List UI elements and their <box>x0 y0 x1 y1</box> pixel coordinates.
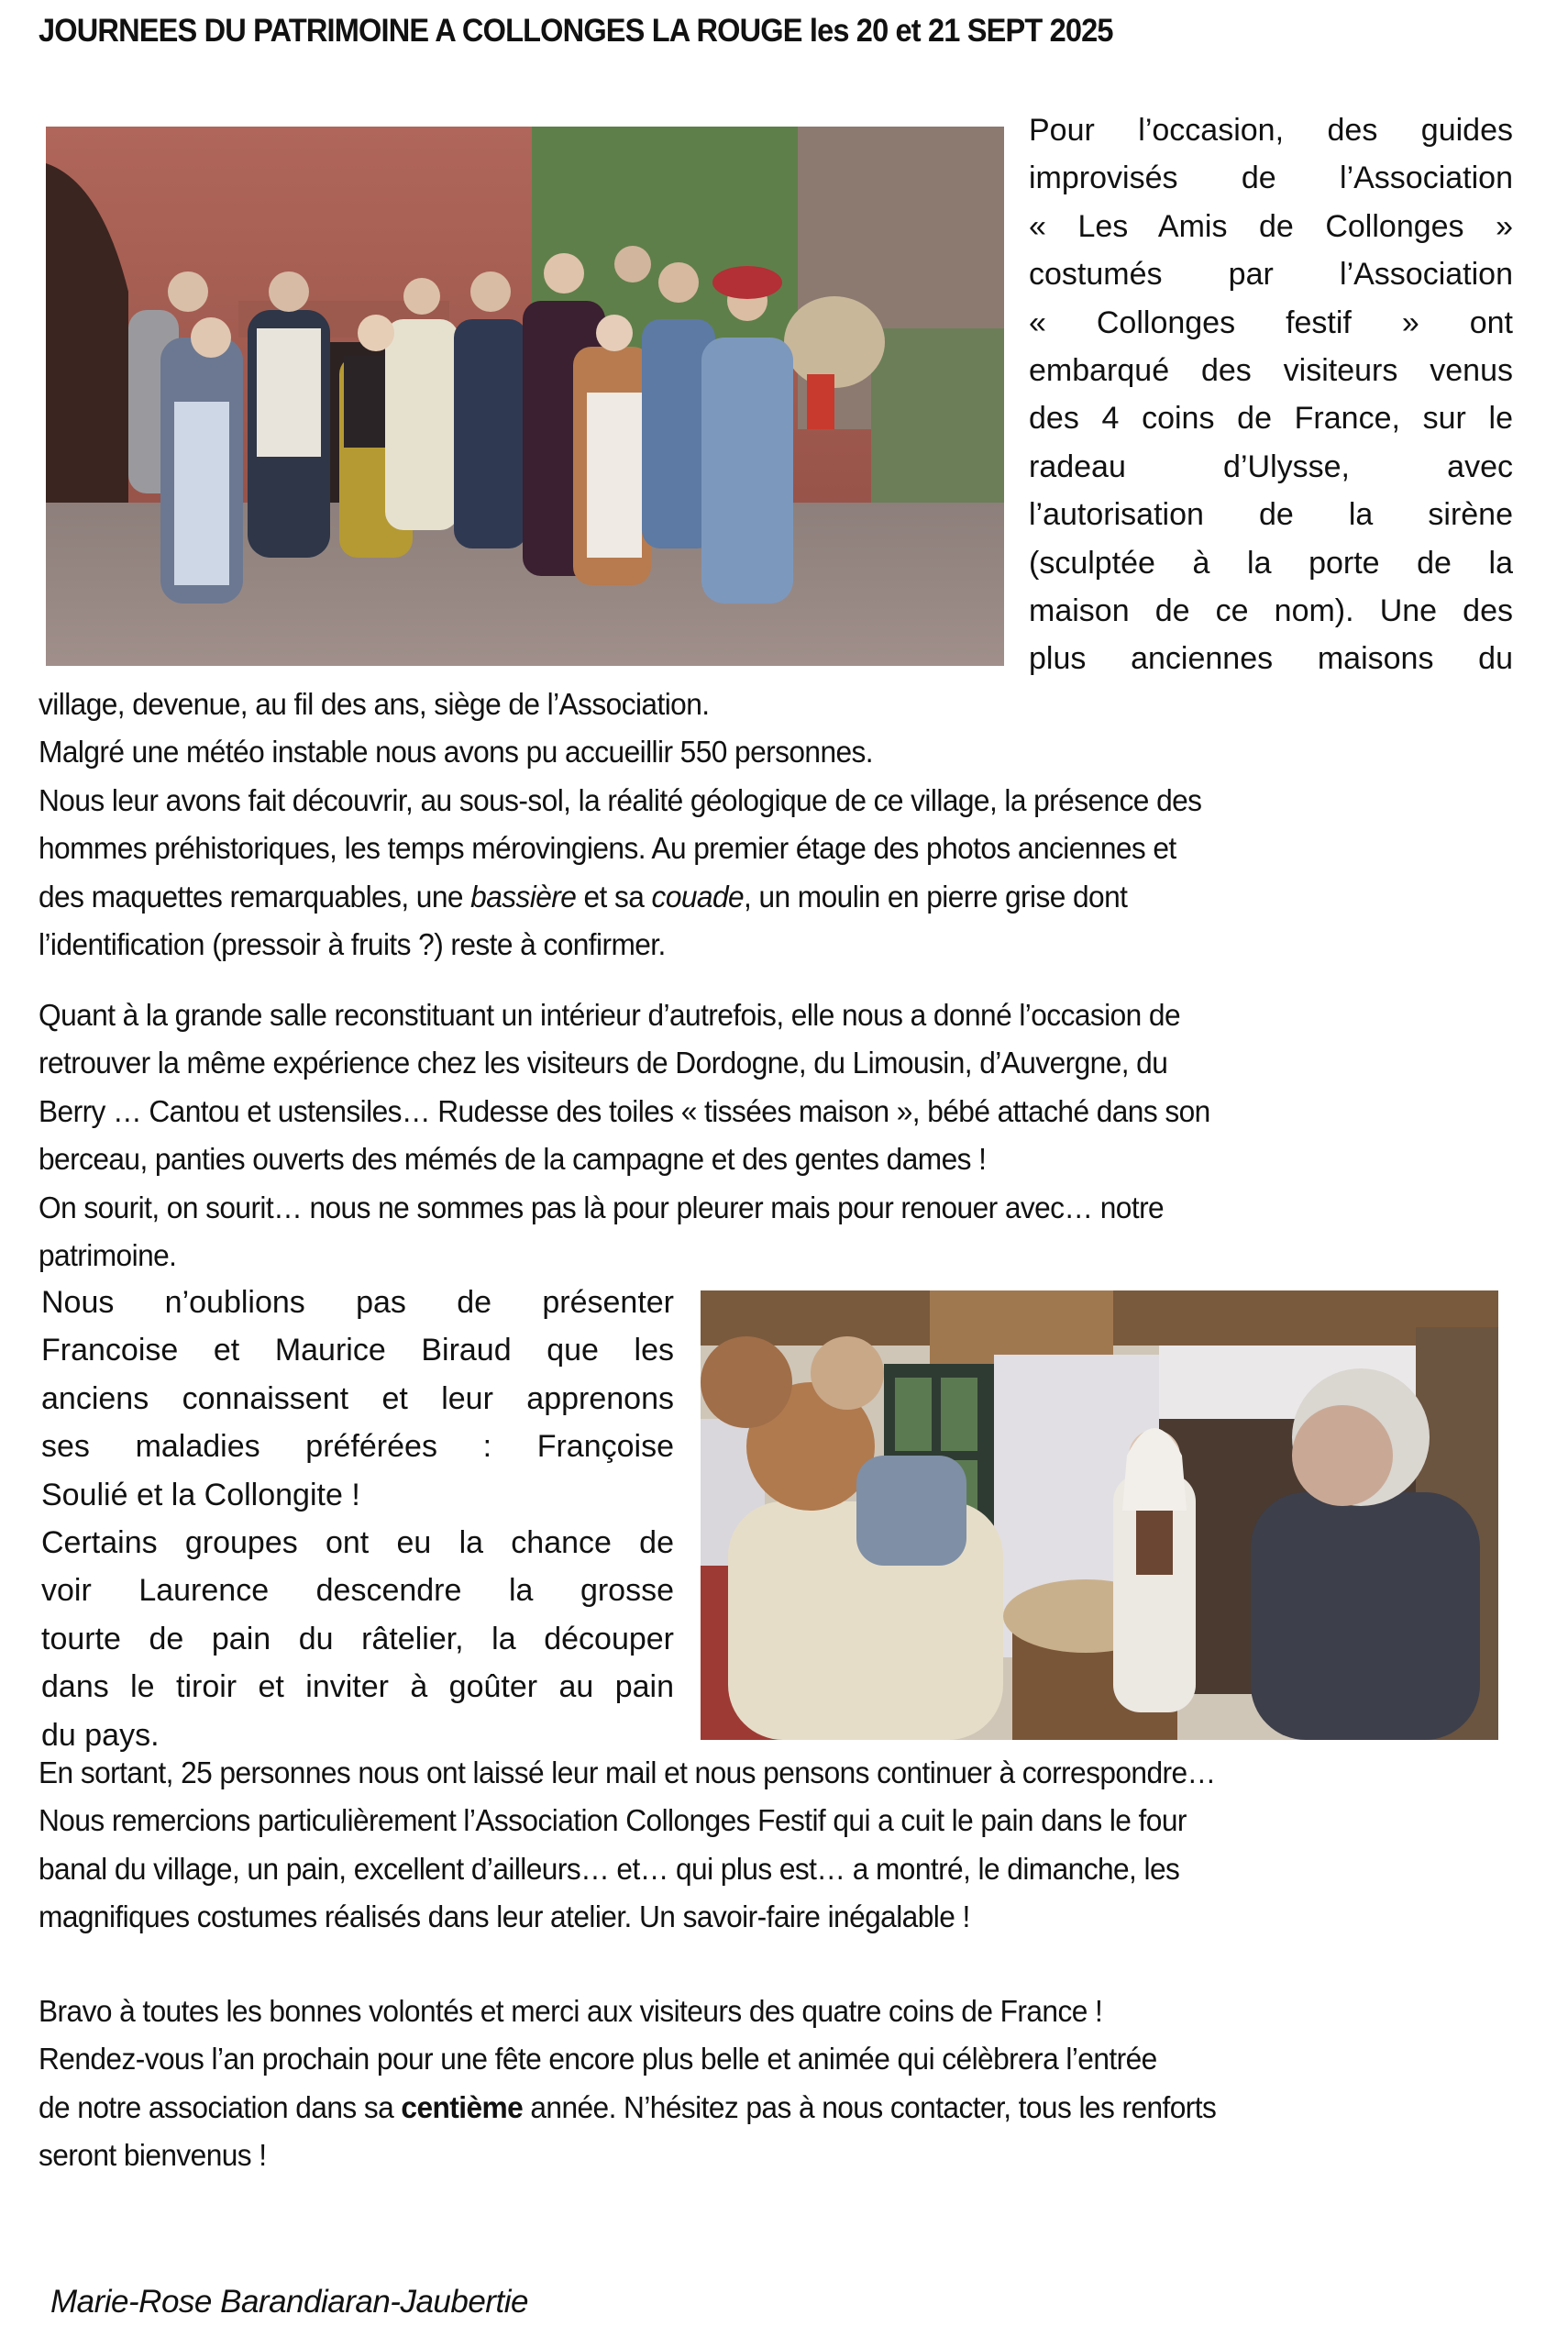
text-line: anciens connaissent et leur apprenons <box>41 1380 674 1416</box>
photo-interior-visitors <box>701 1290 1498 1740</box>
text-line: Rendez-vous l’an prochain pour une fête encore plus belle et animée qui célèbrera l’entrée <box>39 2042 1157 2077</box>
intro-column <box>1029 106 1513 683</box>
author-signature: Marie-Rose Barandiaran-Jaubertie <box>50 2284 528 2320</box>
term-couade: couade <box>651 879 745 914</box>
intro-line: des 4 coins de France, sur le <box>1029 401 1513 437</box>
text-line: seront bienvenus ! <box>39 2138 267 2173</box>
text-line: banal du village, un pain, excellent d’ailleurs… et… qui plus est… a montré, le dimanche, les <box>39 1851 1180 1886</box>
text-line: En sortant, 25 personnes nous ont laissé leur mail et nous pensons continuer à correspondre… <box>39 1755 1216 1789</box>
text-line: Certains groupes ont eu la chance de <box>41 1524 674 1560</box>
text-line: de notre association dans sa centième année. N’hésitez pas à nous contacter, tous les renforts <box>39 2089 1217 2124</box>
intro-line: Pour l’occasion, des guides <box>1029 113 1513 148</box>
paragraph-closing <box>39 1988 1513 2180</box>
intro-line: maison de ce nom). Une des <box>1029 593 1513 628</box>
text-line: hommes préhistoriques, les temps mérovingiens. Au premier étage des photos anciennes et <box>39 831 1176 866</box>
intro-line: plus anciennes maisons du <box>1029 641 1513 677</box>
text-line: village, devenue, au fil des ans, siège de l’Association. <box>39 687 710 721</box>
text-line: retrouver la même expérience chez les visiteurs de Dordogne, du Limousin, d’Auvergne, du <box>39 1046 1168 1080</box>
article-title: JOURNEES DU PATRIMOINE A COLLONGES LA ROUGE les 20 et 21 SEPT 2025 <box>39 13 1113 49</box>
text-line: Francoise et Maurice Biraud que les <box>41 1333 674 1368</box>
text-line: Quant à la grande salle reconstituant un intérieur d’autrefois, elle nous a donné l’occasion de <box>39 998 1180 1032</box>
text-line: Nous leur avons fait découvrir, au sous-sol, la réalité géologique de ce village, la présence des <box>39 782 1202 817</box>
text-line: du pays. <box>41 1717 160 1753</box>
text-line: ses maladies préférées : Françoise <box>41 1429 674 1465</box>
photo-costumed-group <box>46 127 1004 666</box>
text-line: Berry … Cantou et ustensiles… Rudesse des toiles « tissées maison », bébé attaché dans son <box>39 1093 1210 1128</box>
text-line: Nous n’oublions pas de présenter <box>41 1285 674 1320</box>
term-bassiere: bassière <box>470 879 577 914</box>
text-line: tourte de pain du râtelier, la découper <box>41 1621 674 1656</box>
left-column <box>41 1279 674 1759</box>
text-line: On sourit, on sourit… nous ne sommes pas là pour pleurer mais pour renouer avec… notre <box>39 1190 1165 1224</box>
text-line: voir Laurence descendre la grosse <box>41 1573 674 1609</box>
intro-line: l’autorisation de la sirène <box>1029 497 1513 533</box>
text-line: Malgré une météo instable nous avons pu accueillir 550 personnes. <box>39 735 874 770</box>
text-line: Bravo à toutes les bonnes volontés et merci aux visiteurs des quatre coins de France ! <box>39 1994 1103 2028</box>
text-line: berceau, panties ouverts des mémés de la campagne et des gentes dames ! <box>39 1142 987 1177</box>
intro-line: « Collonges festif » ont <box>1029 305 1513 340</box>
text-line: l’identification (pressoir à fruits ?) reste à confirmer. <box>39 927 666 962</box>
paragraph-great-hall <box>39 991 1513 1279</box>
intro-line: embarqué des visiteurs venus <box>1029 352 1513 388</box>
text-line: magnifiques costumes réalisés dans leur atelier. Un savoir-faire inégalable ! <box>39 1899 970 1934</box>
intro-line: costumés par l’Association <box>1029 257 1513 293</box>
paragraph-visit <box>39 681 1513 969</box>
text-line: dans le tiroir et inviter à goûter au pain <box>41 1669 674 1705</box>
paragraph-thanks <box>39 1749 1513 1942</box>
text-line: patrimoine. <box>39 1238 177 1273</box>
intro-line: « Les Amis de Collonges » <box>1029 208 1513 244</box>
intro-line: improvisés de l’Association <box>1029 161 1513 196</box>
intro-line: (sculptée à la porte de la <box>1029 545 1513 581</box>
text-line: des maquettes remarquables, une bassière et sa couade, un moulin en pierre grise dont <box>39 879 1128 914</box>
text-line: Nous remercions particulièrement l’Association Collonges Festif qui a cuit le pain dans le four <box>39 1803 1187 1838</box>
intro-line: radeau d’Ulysse, avec <box>1029 449 1513 484</box>
text-line: Soulié et la Collongite ! <box>41 1477 360 1512</box>
emphasis-centieme: centième <box>401 2089 524 2124</box>
